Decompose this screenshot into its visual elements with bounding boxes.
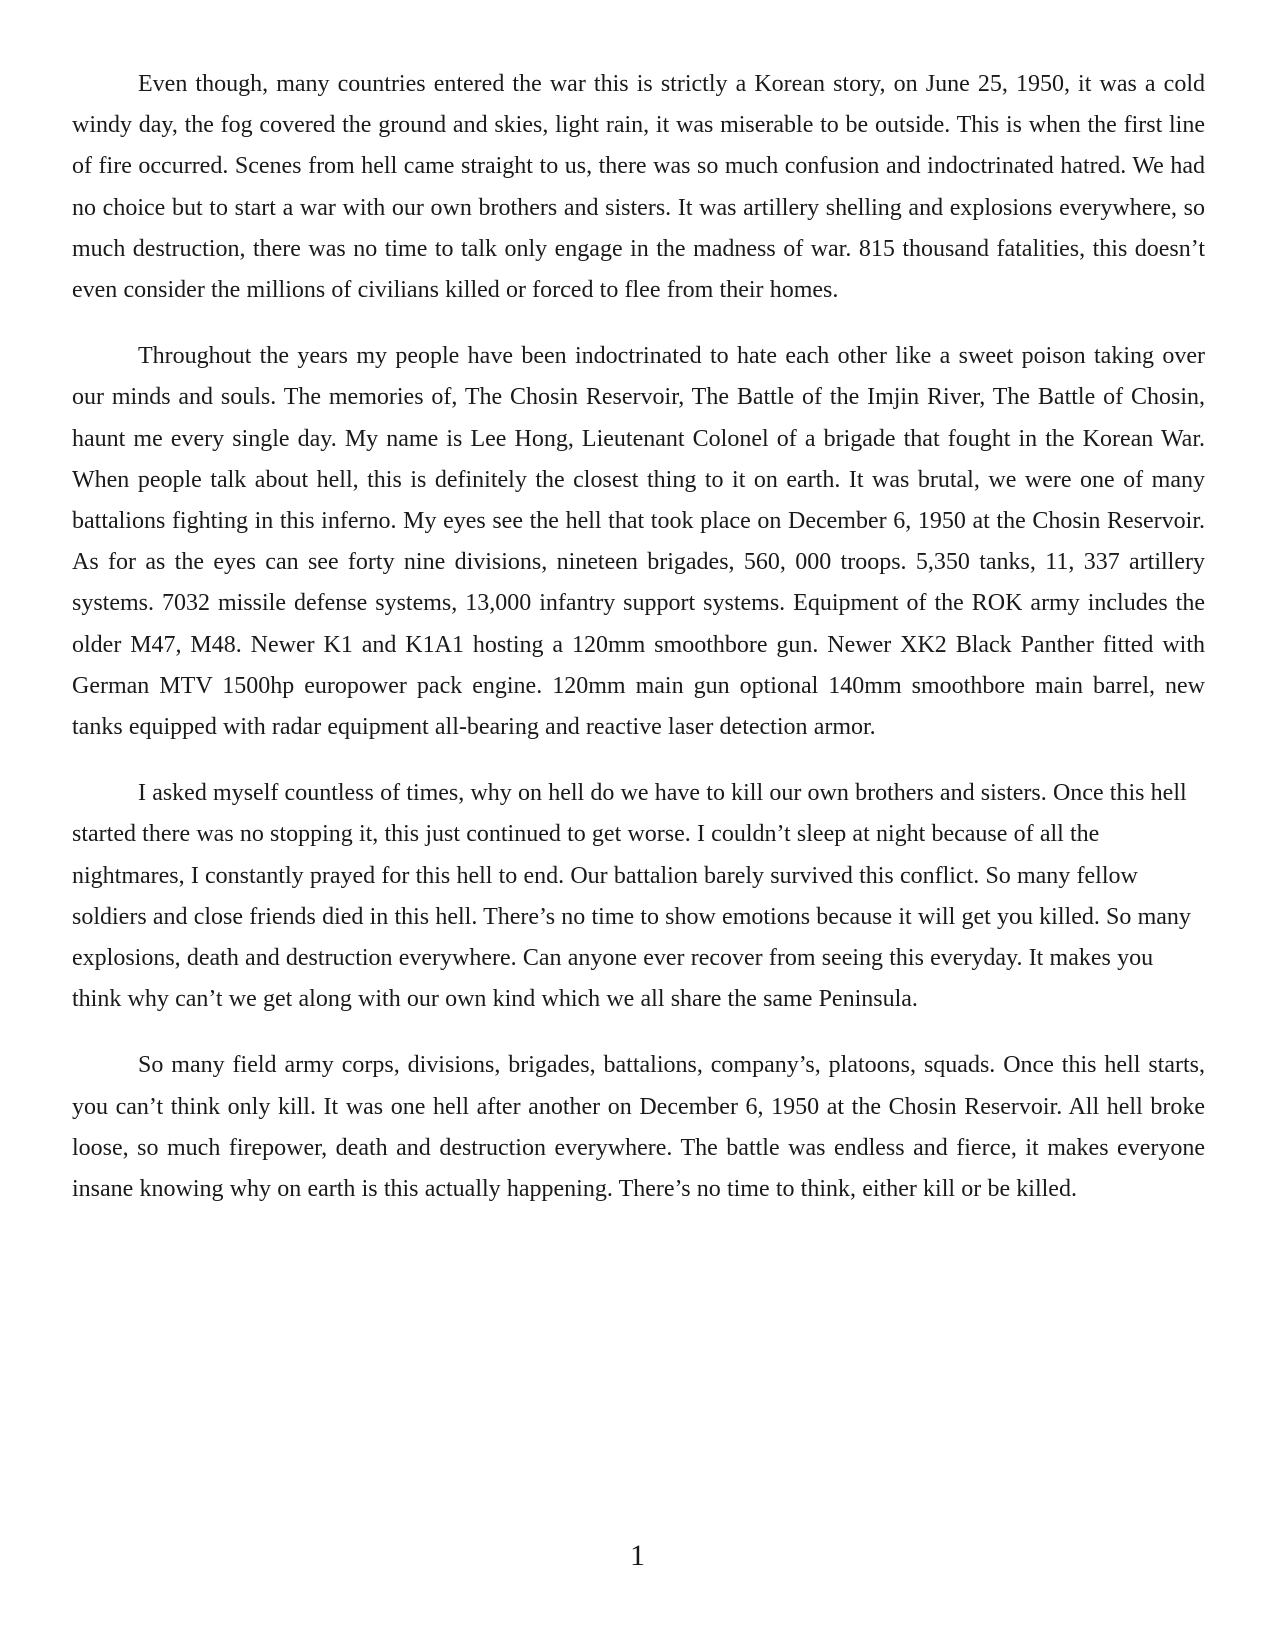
document-page (72, 64, 1205, 1235)
paragraph-1: Even though, many countries entered the war this is strictly a Korean story, on June 25, 1950, it was a cold windy day, the fog covered the ground and skies, light rain, it was miserable to be outside. This is when the first line of fire occurred. Scenes from hell came straight to us, there was so much confusion and indoctrinated hatred. We had no choice but to start a war with our own brothers and sisters. It was artillery shelling and explosions everywhere, so much destruction, there was no time to talk only engage in the madness of war. 815 thousand fatalities, this doesn’t even consider the millions of civilians killed or forced to flee from their homes. (72, 71, 1205, 304)
paragraph-4: So many field army corps, divisions, brigades, battalions, company’s, platoons, squads. Once this hell starts, you can’t think only kill. It was one hell after another on December 6, 1950 at the Chosin Reservoir. All hell broke loose, so much firepower, death and destruction everywhere. The battle was endless and fierce, it makes everyone insane knowing why on earth is this actually happening. There’s no time to think, either kill or be killed. (72, 1052, 1205, 1203)
page-number: 1 (630, 1539, 645, 1572)
paragraph-3: I asked myself countless of times, why on hell do we have to kill our own brothers and sisters. Once this hell started there was no stopping it, this just continued to get worse. I couldn’t sleep at night because of all the nightmares, I constantly prayed for this hell to end. Our battalion barely survived this conflict. So many fellow soldiers and close friends died in this hell. There’s no time to show emotions because it will get you killed. So many explosions, death and destruction everywhere. Can anyone ever recover from seeing this everyday. It makes you think why can’t we get along with our own kind which we all share the same Peninsula. (72, 780, 1191, 1013)
paragraph-2: Throughout the years my people have been indoctrinated to hate each other like a sweet poison taking over our minds and souls. The memories of, The Chosin Reservoir, The Battle of the Imjin River, The Battle of Chosin, haunt me every single day. My name is Lee Hong, Lieutenant Colonel of a brigade that fought in the Korean War. When people talk about hell, this is definitely the closest thing to it on earth. It was brutal, we were one of many battalions fighting in this inferno. My eyes see the hell that took place on December 6, 1950 at the Chosin Reservoir. As for as the eyes can see forty nine divisions, nineteen brigades, 560, 000 troops. 5,350 tanks, 11, 337 artillery systems. 7032 missile defense systems, 13,000 infantry support systems. Equipment of the ROK army includes the older M47, M48. Newer K1 and K1A1 hosting a 120mm smoothbore gun. Newer XK2 Black Panther fitted with German MTV 1500hp europower pack engine. 120mm main gun optional 140mm smoothbore main barrel, new tanks equipped with radar equipment all-bearing and reactive laser detection armor. (72, 343, 1205, 741)
